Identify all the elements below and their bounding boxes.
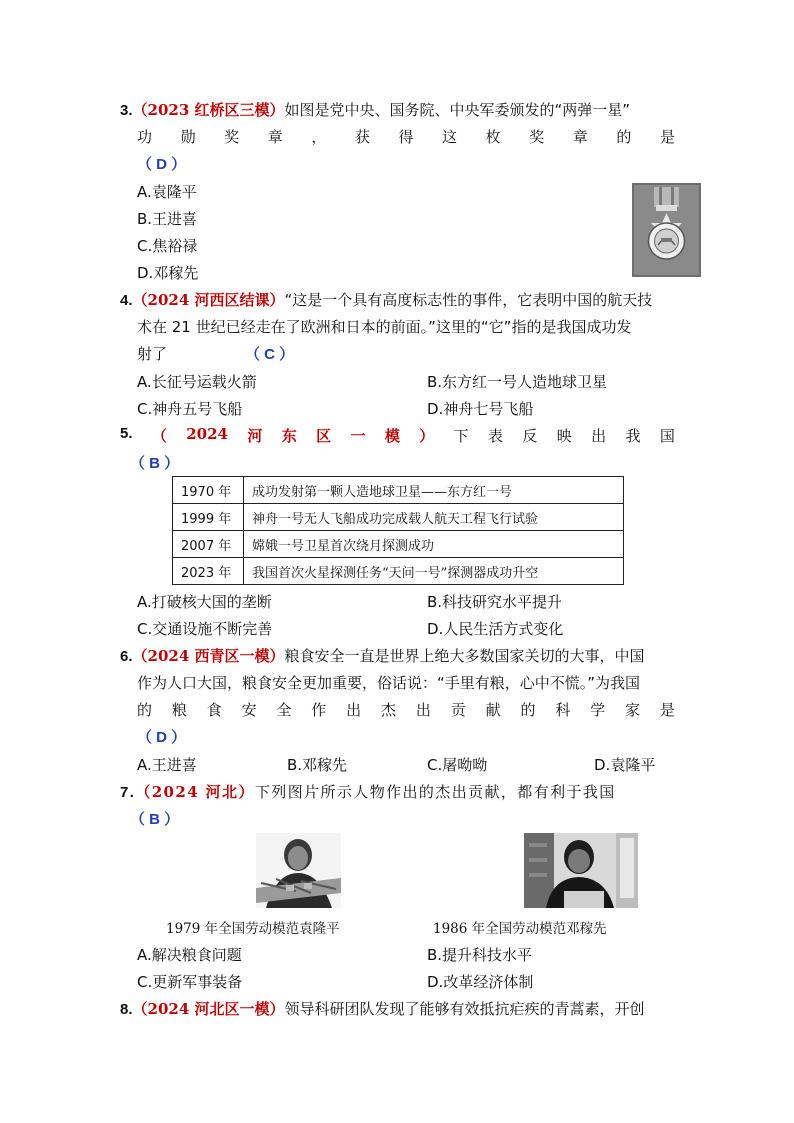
q8-stem-line1 bbox=[120, 998, 645, 1019]
q3-stem-word: 这 bbox=[442, 128, 458, 146]
q7-stem-line1 bbox=[120, 781, 616, 802]
q5-stem-word: 下 bbox=[453, 427, 469, 445]
table-row bbox=[173, 504, 624, 531]
q3-stem-word: 是 bbox=[659, 128, 675, 146]
q3-stem-word: 得 bbox=[398, 128, 414, 146]
q7-source: （2024 河北） bbox=[135, 783, 255, 801]
q3-stem-word: 枚 bbox=[485, 128, 501, 146]
q3-stem-word: 功 bbox=[137, 128, 153, 146]
q5-option-d: D.人民生活方式变化 bbox=[427, 620, 564, 638]
table-cell-year: 2023 年 bbox=[173, 558, 244, 585]
q6-stem-word: 杰 bbox=[381, 701, 397, 719]
q3-number: 3. bbox=[120, 102, 133, 119]
q5-source-part: （ bbox=[151, 427, 167, 445]
q7-number: 7. bbox=[120, 784, 136, 801]
q4-option-c: C.神舟五号飞船 bbox=[137, 400, 243, 418]
table-row bbox=[173, 531, 624, 558]
q3-stem-word: 章 bbox=[267, 128, 283, 146]
q6-stem-word: 粮 bbox=[171, 701, 187, 719]
table-cell-year: 2007 年 bbox=[173, 531, 244, 558]
q4-option-a: A.长征号运载火箭 bbox=[137, 373, 257, 391]
q6-stem-word: 贡 bbox=[450, 701, 466, 719]
table-row bbox=[173, 558, 624, 585]
q6-stem-word: 科 bbox=[555, 701, 571, 719]
table-cell-year: 1999 年 bbox=[173, 504, 244, 531]
q4-option-d: D.神舟七号飞船 bbox=[427, 400, 534, 418]
q5-number: 5. bbox=[120, 425, 133, 442]
q6-stem-word: 安 bbox=[241, 701, 257, 719]
q8-number: 8. bbox=[120, 1001, 133, 1018]
q3-source: （2023 红桥区三模） bbox=[132, 101, 285, 119]
q6-stem-word: 出 bbox=[415, 701, 431, 719]
q7-option-b: B.提升科技水平 bbox=[427, 946, 533, 964]
q3-stem-text: 如图是党中央、国务院、中央军委颁发的“两弹一星” bbox=[284, 101, 631, 119]
q6-answer: （ D ） bbox=[137, 729, 187, 746]
q8-source: （2024 河北区一模） bbox=[132, 1000, 285, 1018]
q6-stem-line1 bbox=[120, 645, 645, 666]
table-cell-event: 我国首次火星探测任务“天问一号”探测器成功升空 bbox=[244, 558, 624, 585]
q3-stem-word: 的 bbox=[616, 128, 632, 146]
q3-stem-word: 奖 bbox=[224, 128, 240, 146]
q7-answer: （ B ） bbox=[130, 811, 180, 828]
medal-image bbox=[632, 183, 701, 277]
q5-source-part: 一 bbox=[350, 427, 366, 445]
q4-stem-text: “这是一个具有高度标志性的事件，它表明中国的航天技 bbox=[284, 291, 653, 309]
table-cell-event: 嫦娥一号卫星首次绕月探测成功 bbox=[244, 531, 624, 558]
q6-stem-line2: 作为人口大国，粮食安全更加重要，俗话说：“手里有粮，心中不慌。”为我国 bbox=[137, 674, 641, 692]
q5-source-part: 区 bbox=[316, 427, 332, 445]
q3-stem-word: 奖 bbox=[529, 128, 545, 146]
q8-stem-text: 领导科研团队发现了能够有效抵抗疟疾的青蒿素，开创 bbox=[284, 1000, 645, 1018]
q5-option-a: A.打破核大国的垄断 bbox=[137, 593, 272, 611]
q4-answer: （ C ） bbox=[245, 346, 295, 363]
q6-stem-word: 全 bbox=[276, 701, 292, 719]
q6-stem-word: 作 bbox=[311, 701, 327, 719]
q6-option-d: D.袁隆平 bbox=[594, 756, 656, 774]
q5-option-b: B.科技研究水平提升 bbox=[427, 593, 563, 611]
q6-stem-word: 出 bbox=[346, 701, 362, 719]
table-cell-event: 成功发射第一颗人造地球卫星——东方红一号 bbox=[244, 477, 624, 504]
q3-option-d: D.邓稼先 bbox=[137, 264, 199, 282]
table-row bbox=[173, 477, 624, 504]
q6-stem-text: 粮食安全一直是世界上绝大多数国家关切的大事，中国 bbox=[284, 647, 645, 665]
q3-stem-word: 获 bbox=[354, 128, 370, 146]
q5-stem-word: 我 bbox=[625, 427, 641, 445]
q3-option-b: B.王进喜 bbox=[137, 210, 198, 228]
table-cell-event: 神舟一号无人飞船成功完成载人航天工程飞行试验 bbox=[244, 504, 624, 531]
q3-option-a: A.袁隆平 bbox=[137, 183, 197, 201]
q5-source-part: 模 bbox=[384, 427, 400, 445]
deng-jiaxian-photo bbox=[524, 833, 638, 908]
q5-stem-line1 bbox=[120, 425, 675, 446]
q6-stem-word: 的 bbox=[520, 701, 536, 719]
q5-event-table bbox=[172, 476, 624, 585]
q5-source-part: 河 bbox=[247, 427, 263, 445]
q6-stem-line3 bbox=[137, 699, 675, 720]
table-cell-year: 1970 年 bbox=[173, 477, 244, 504]
caption-deng-jiaxian: 1986 年全国劳动模范邓稼先 bbox=[433, 921, 607, 937]
q6-stem-word: 是 bbox=[659, 701, 675, 719]
q7-option-d: D.改革经济体制 bbox=[427, 973, 534, 991]
q3-option-c: C.焦裕禄 bbox=[137, 237, 198, 255]
q5-source-part: 2024 bbox=[186, 425, 228, 443]
q3-answer: （ D ） bbox=[137, 156, 187, 173]
q5-stem-word: 出 bbox=[591, 427, 607, 445]
q3-stem-word: 章 bbox=[572, 128, 588, 146]
q4-source: （2024 河西区结课） bbox=[132, 291, 285, 309]
q6-stem-word: 食 bbox=[206, 701, 222, 719]
q6-stem-word: 学 bbox=[590, 701, 606, 719]
q6-stem-word: 家 bbox=[625, 701, 641, 719]
q6-option-a: A.王进喜 bbox=[137, 756, 197, 774]
q6-source: （2024 西青区一模） bbox=[132, 647, 285, 665]
q5-stem-word: 表 bbox=[487, 427, 503, 445]
q5-stem-word: 映 bbox=[556, 427, 572, 445]
q3-stem-word: ， bbox=[311, 128, 327, 146]
q6-number: 6. bbox=[120, 648, 133, 665]
q4-number: 4. bbox=[120, 292, 133, 309]
q5-stem-word: 国 bbox=[659, 427, 675, 445]
yuan-longping-photo bbox=[256, 833, 341, 908]
caption-yuan-longping: 1979 年全国劳动模范袁隆平 bbox=[166, 921, 340, 937]
q6-stem-word: 的 bbox=[137, 701, 153, 719]
q3-stem-line2 bbox=[137, 126, 675, 147]
q5-option-c: C.交通设施不断完善 bbox=[137, 620, 273, 638]
q4-stem-line3: 射了 bbox=[137, 345, 168, 363]
q6-option-b: B.邓稼先 bbox=[287, 756, 348, 774]
q3-stem-word: 勋 bbox=[180, 128, 196, 146]
q7-stem-text: 下列图片所示人物作出的杰出贡献，都有利于我国 bbox=[254, 783, 616, 801]
q5-answer: （ B ） bbox=[130, 455, 180, 472]
q4-stem-line2: 术在 21 世纪已经走在了欧洲和日本的前面。”这里的“它”指的是我国成功发 bbox=[137, 318, 632, 336]
q6-option-c: C.屠呦呦 bbox=[427, 756, 488, 774]
q3-stem-line1 bbox=[120, 99, 630, 120]
q5-source-part: ） bbox=[419, 427, 435, 445]
q7-option-a: A.解决粮食问题 bbox=[137, 946, 242, 964]
q6-stem-word: 献 bbox=[485, 701, 501, 719]
q7-option-c: C.更新军事装备 bbox=[137, 973, 243, 991]
q5-source-part: 东 bbox=[281, 427, 297, 445]
q4-stem-line1 bbox=[120, 289, 652, 310]
q5-stem-word: 反 bbox=[522, 427, 538, 445]
q4-option-b: B.东方红一号人造地球卫星 bbox=[427, 373, 608, 391]
